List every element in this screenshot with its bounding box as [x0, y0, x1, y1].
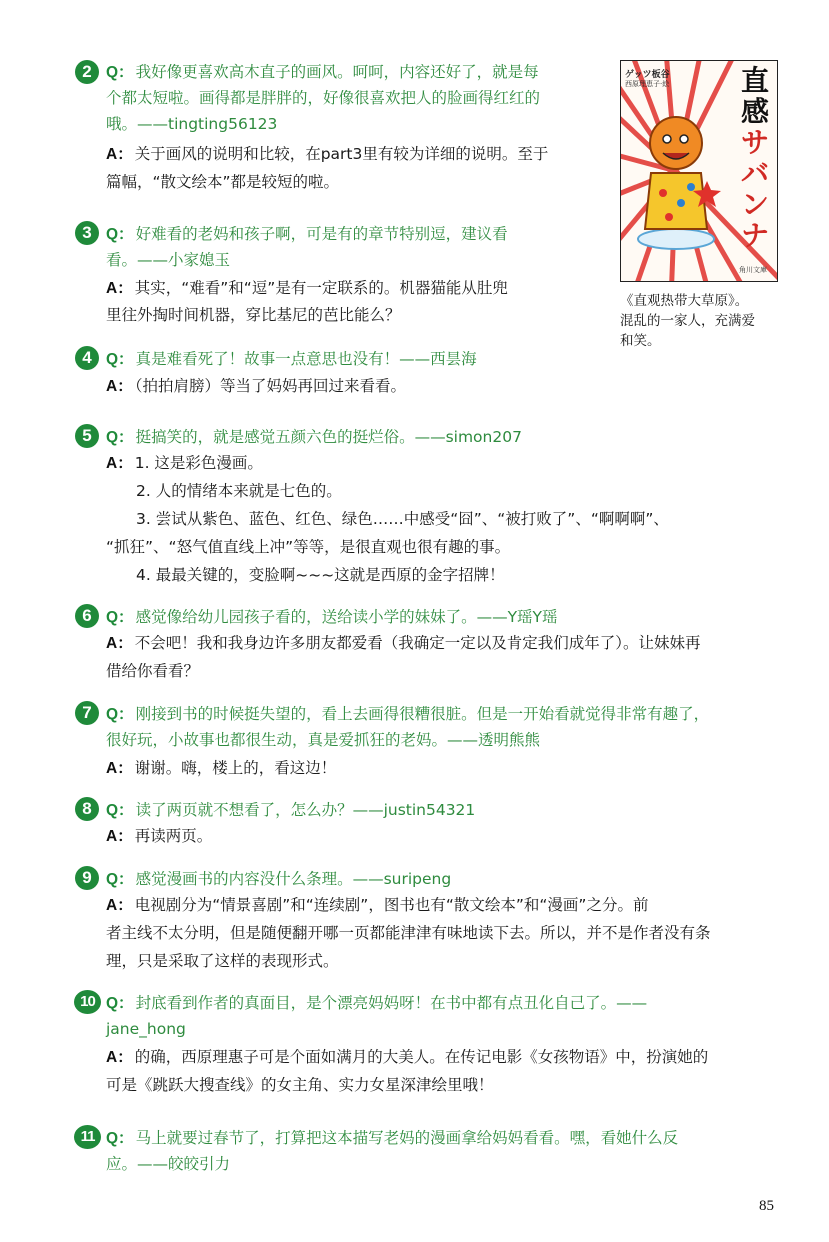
cover-title-vertical — [736, 65, 774, 251]
question-label: Q： — [106, 609, 134, 626]
answer-line: 理，只是采取了这样的表现形式。 — [106, 952, 339, 970]
page-number: 85 — [759, 1198, 774, 1214]
answer-line — [106, 376, 406, 397]
question-label: Q： — [106, 871, 134, 888]
answer-label: A： — [106, 828, 133, 845]
answer-line: 里往外掏时间机器，穿比基尼的芭比能么？ — [106, 306, 401, 324]
question-label: Q： — [106, 995, 134, 1012]
answer-line — [106, 758, 336, 779]
question-line — [106, 869, 451, 890]
answer-line: 可是《跳跃大搜查线》的女主角、实力女星深津绘里哦！ — [106, 1076, 494, 1094]
answer-line — [106, 895, 648, 916]
answer-label: A： — [106, 280, 133, 297]
item-number-badge: 5 — [75, 424, 99, 448]
answer-line — [106, 1047, 708, 1068]
answer-line: 者主线不太分明，但是随便翻开哪一页都能津津有味地读下去。所以，并不是作者没有条 — [106, 924, 711, 942]
answer-line — [106, 144, 548, 165]
question-label: Q： — [106, 64, 134, 81]
answer-line: 借给你看看？ — [106, 662, 200, 680]
answer-text: 其实，“难看”和“逗”是有一定联系的。机器猫能从肚兜 — [134, 279, 508, 297]
question-label: Q： — [106, 802, 134, 819]
question-label: Q： — [106, 1130, 134, 1147]
answer-line: 2. 人的情绪本来就是七色的。 — [136, 482, 342, 500]
question-line — [106, 427, 522, 448]
question-label: Q： — [106, 706, 134, 723]
question-text: 封底看到作者的真面目，是个漂亮妈妈呀！在书中都有点丑化自己了。—— — [135, 994, 648, 1012]
question-label: Q： — [106, 429, 134, 446]
question-line — [106, 800, 475, 821]
cover-small-author: ゲッツ板谷 — [625, 70, 670, 80]
answer-text: 电视剧分为“情景喜剧”和“连续剧”，图书也有“散文绘本”和“漫画”之分。前 — [134, 896, 649, 914]
question-line: 应。——皎皎引力 — [106, 1155, 231, 1173]
question-text: 真是难看死了！故事一点意思也没有！——西昙海 — [135, 350, 477, 368]
answer-label: A： — [106, 760, 133, 777]
item-number-badge: 6 — [75, 604, 99, 628]
question-label: Q： — [106, 226, 134, 243]
question-line — [106, 993, 647, 1014]
question-line: 哦。——tingting56123 — [106, 115, 278, 133]
answer-text: 关于画风的说明和比较，在part3里有较为详细的说明。至于 — [134, 145, 549, 163]
answer-text: （拍拍肩膀）等当了妈妈再回过来看看。 — [134, 377, 406, 395]
item-number-badge: 4 — [75, 346, 99, 370]
answer-text: 谢谢。嗨，楼上的，看这边！ — [134, 759, 337, 777]
item-number-badge: 3 — [75, 221, 99, 245]
question-line — [106, 1128, 678, 1149]
answer-line — [106, 826, 212, 847]
cover-small-artist: 西原理恵子·絵 — [625, 80, 670, 88]
cover-caption-line: 《直观热带大草原》。 — [620, 293, 749, 309]
answer-label: A： — [106, 146, 133, 163]
cover-title-char: サ — [740, 126, 769, 159]
question-text: 好难看的老妈和孩子啊，可是有的章节特别逗，建议看 — [135, 225, 508, 243]
answer-label: A： — [106, 635, 133, 652]
question-line: jane_hong — [106, 1020, 186, 1038]
answer-text: 再读两页。 — [134, 827, 213, 845]
question-text: 马上就要过春节了，打算把这本描写老妈的漫画拿给妈妈看看。嘿，看她什么反 — [135, 1129, 679, 1147]
cover-title-char: ナ — [740, 219, 769, 252]
question-line: 个都太短啦。画得都是胖胖的，好像很喜欢把人的脸画得红红的 — [106, 89, 541, 107]
question-text: 我好像更喜欢高木直子的画风。呵呵，内容还好了，就是每 — [135, 63, 539, 81]
answer-line: 3. 尝试从紫色、蓝色、红色、绿色……中感受“囧”、“被打败了”、“啊啊啊”、 — [136, 510, 669, 528]
item-number-badge: 9 — [75, 866, 99, 890]
answer-text: 1. 这是彩色漫画。 — [134, 454, 263, 472]
item-number-badge: 11 — [74, 1125, 101, 1149]
answer-text: 不会吧！我和我身边许多朋友都爱看（我确定一定以及肯定我们成年了）。让妹妹再 — [134, 634, 701, 652]
question-line — [106, 349, 477, 370]
answer-line — [106, 278, 508, 299]
answer-label: A： — [106, 1049, 133, 1066]
question-line — [106, 224, 508, 245]
cover-title-char: ン — [740, 188, 769, 221]
item-number-badge: 10 — [74, 990, 101, 1014]
cover-caption-line: 混乱的一家人，充满爱 — [620, 313, 755, 329]
question-line: 很好玩，小故事也都很生动，真是爱抓狂的老妈。——透明熊熊 — [106, 731, 541, 749]
book-cover-image — [620, 60, 778, 282]
question-line — [106, 607, 558, 628]
answer-text: 的确，西原理惠子可是个面如满月的大美人。在传记电影《女孩物语》中，扮演她的 — [134, 1048, 709, 1066]
question-text: 感觉像给幼儿园孩子看的，送给读小学的妹妹了。——Y瑶Y瑶 — [135, 608, 558, 626]
answer-label: A： — [106, 378, 133, 395]
question-line: 看。——小家媳玉 — [106, 251, 231, 269]
cover-caption-line: 和笑。 — [620, 333, 661, 349]
answer-label: A： — [106, 897, 133, 914]
cover-title-char: バ — [740, 157, 769, 190]
answer-line — [106, 633, 700, 654]
answer-line: 4. 最最关键的，变脸啊~~~这就是西原的金字招牌！ — [136, 566, 505, 584]
answer-line: “抓狂”、“怒气值直线上冲”等等，是很直观也很有趣的事。 — [106, 538, 511, 556]
item-number-badge: 2 — [75, 60, 99, 84]
cover-title-char: 直 — [740, 64, 769, 97]
question-text: 感觉漫画书的内容没什么条理。——suripeng — [135, 870, 452, 888]
question-line — [106, 704, 709, 725]
question-label: Q： — [106, 351, 134, 368]
item-number-badge: 8 — [75, 797, 99, 821]
question-text: 读了两页就不想看了，怎么办？——justin54321 — [135, 801, 476, 819]
question-line — [106, 62, 539, 83]
answer-line: 篇幅，“散文绘本”都是较短的啦。 — [106, 173, 340, 191]
cover-publisher: 角川文庫 — [739, 266, 767, 274]
cover-title-char: 感 — [740, 95, 769, 128]
question-text: 挺搞笑的，就是感觉五颜六色的挺烂俗。——simon207 — [135, 428, 522, 446]
answer-line — [106, 453, 263, 474]
answer-label: A： — [106, 455, 133, 472]
question-text: 刚接到书的时候挺失望的，看上去画得很糟很脏。但是一开始看就觉得非常有趣了， — [135, 705, 710, 723]
item-number-badge: 7 — [75, 701, 99, 725]
